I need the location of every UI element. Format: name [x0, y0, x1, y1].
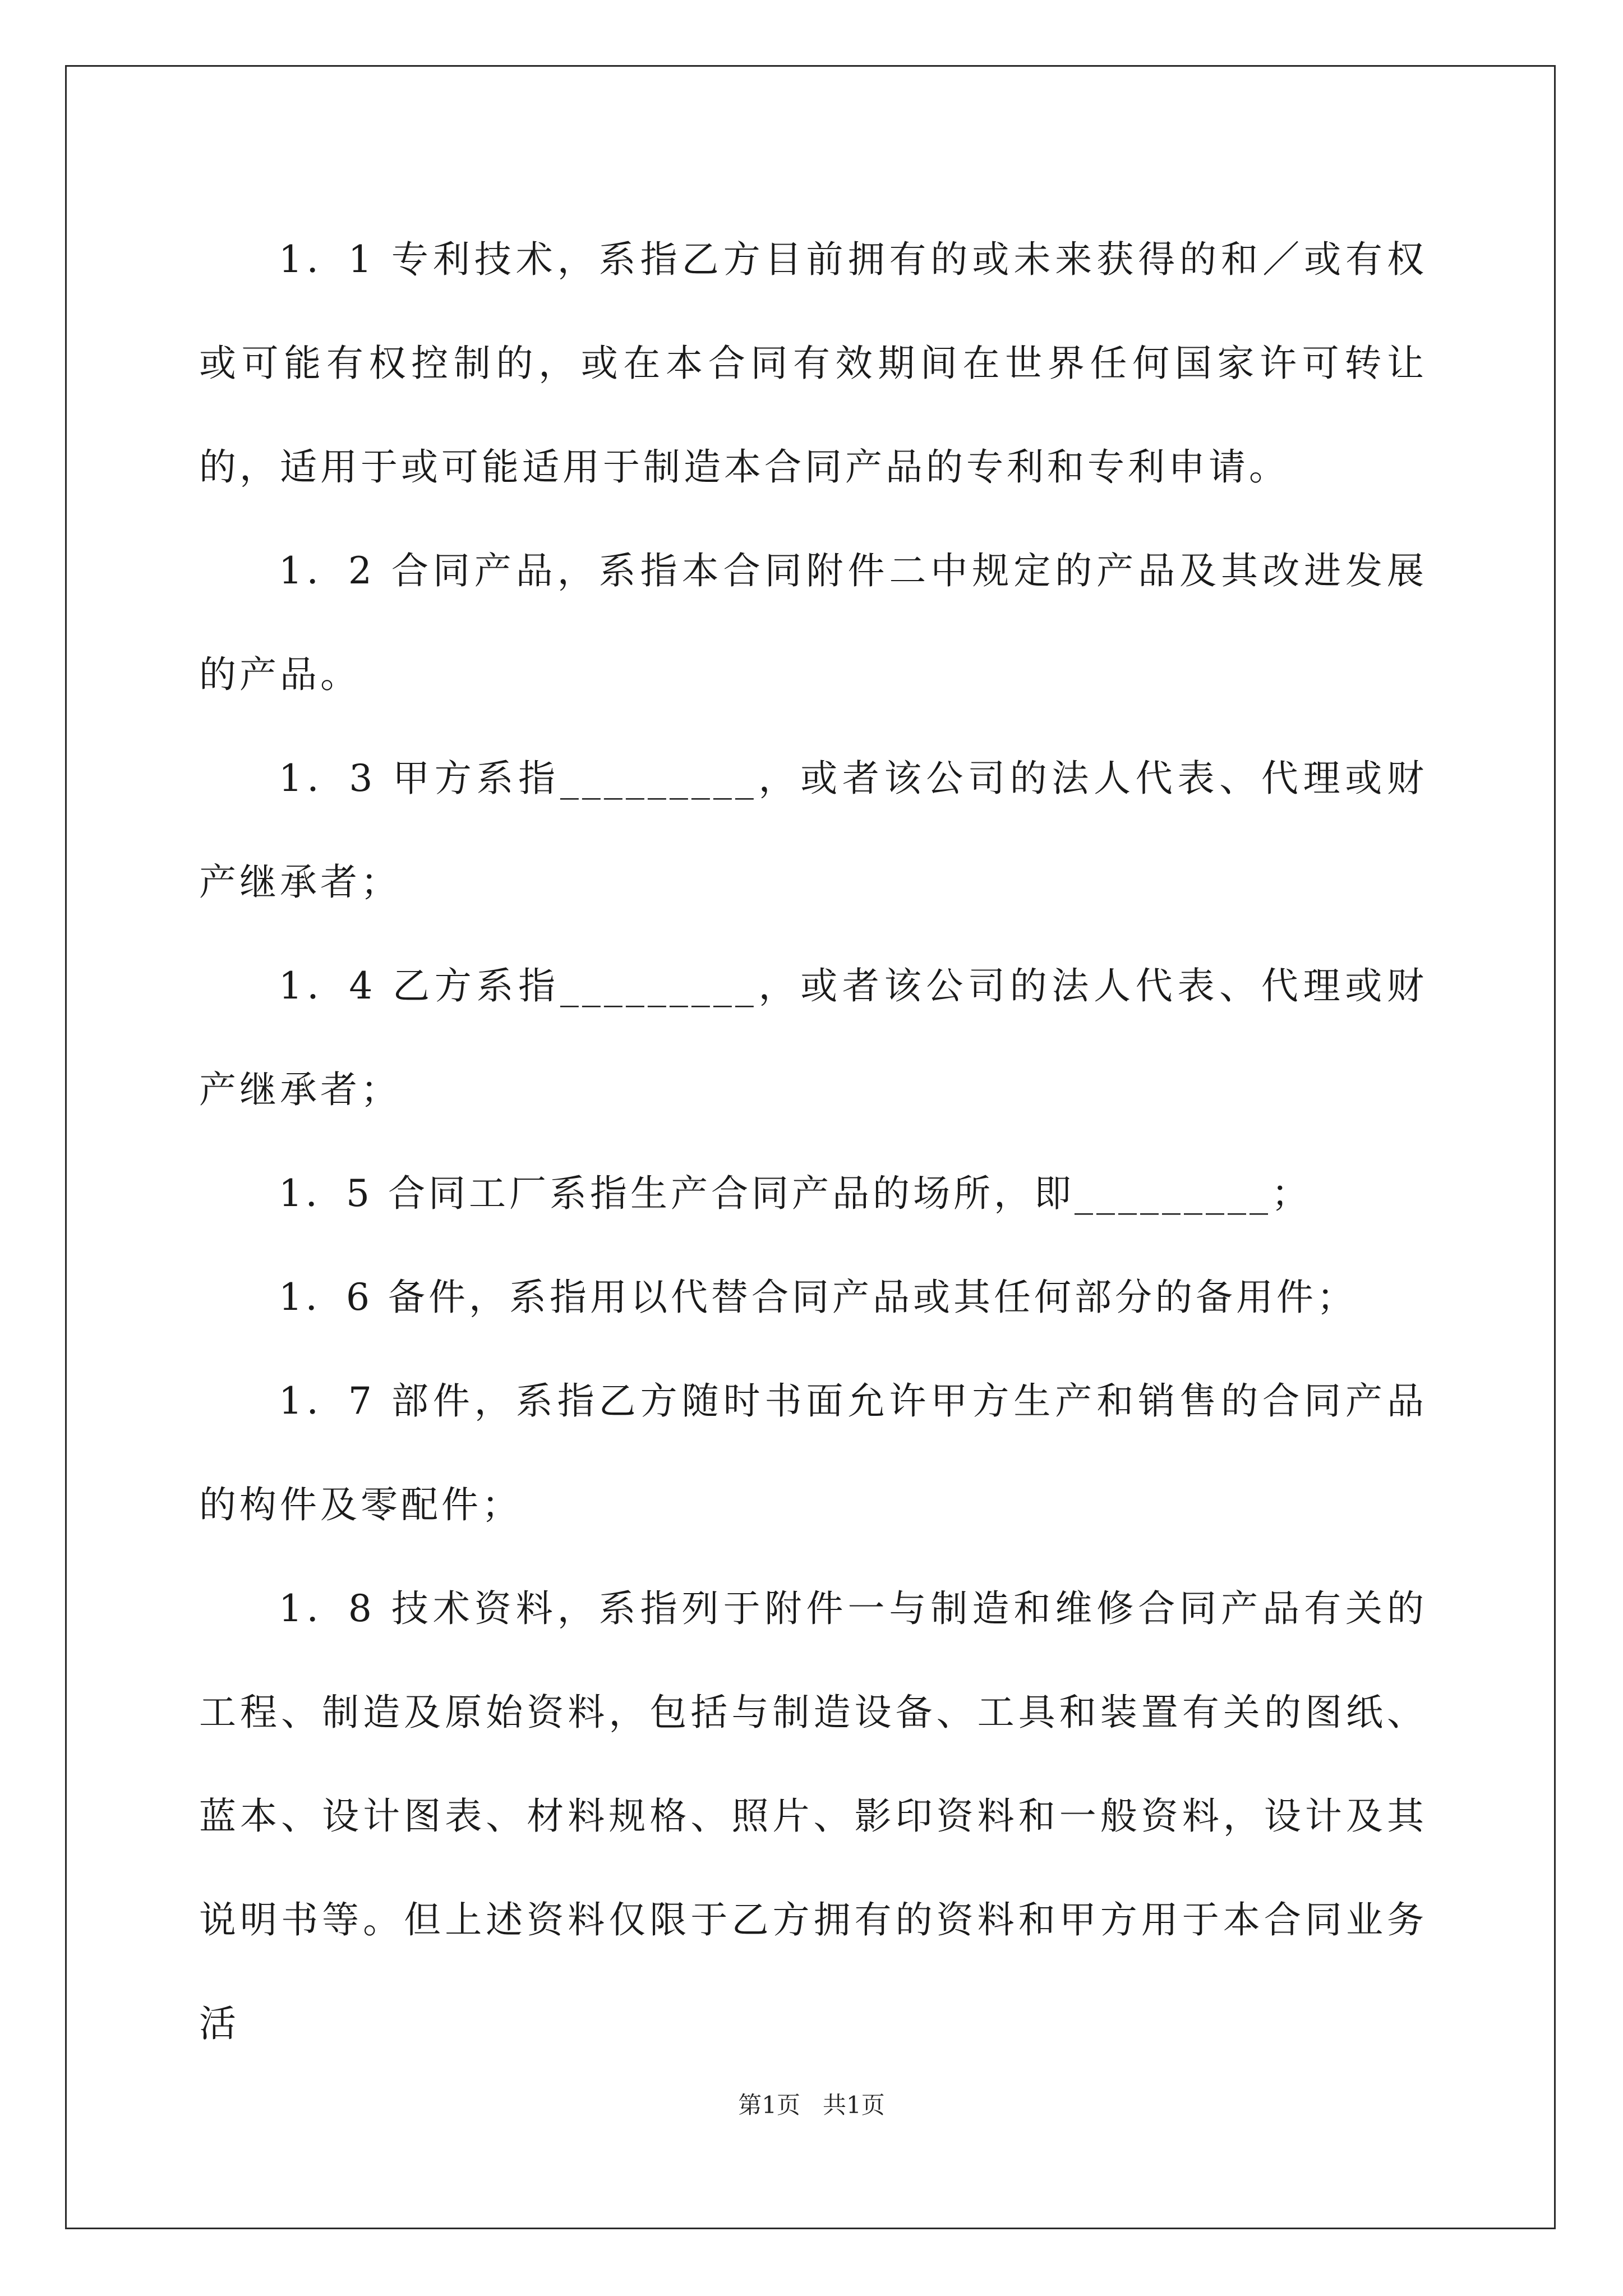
- page-count: 共1页: [823, 2091, 885, 2119]
- clause-1-1: 1．1 专利技术，系指乙方目前拥有的或未来获得的和／或有权或可能有权控制的，或在本合同有效期间在世界任何国家许可转让的，适用于或可能适用于制造本合同产品的专利和专利申请。: [199, 238, 1427, 489]
- document-body: [199, 208, 1427, 2076]
- clause-1-2: 1．2 合同产品，系指本合同附件二中规定的产品及其改进发展的产品。: [199, 549, 1427, 696]
- clause-1-7: 1．7 部件，系指乙方随时书面允许甲方生产和销售的合同产品的构件及零配件；: [199, 1379, 1427, 1526]
- clause-1-5: 1．5 合同工厂系指生产合同产品的场所，即_________；: [279, 1172, 1312, 1215]
- page-number: 第1页: [738, 2091, 800, 2119]
- clause-1-6: 1．6 备件，系指用以代替合同产品或其任何部分的备用件；: [279, 1276, 1357, 1319]
- clause-1-4: 1．4 乙方系指_________，或者该公司的法人代表、代理或财产继承者；: [199, 964, 1427, 1111]
- clause-1-3: 1．3 甲方系指_________，或者该公司的法人代表、代理或财产继承者；: [199, 757, 1427, 904]
- clause-1-8: 1．8 技术资料，系指列于附件一与制造和维修合同产品有关的工程、制造及原始资料，包括与制造设备、工具和装置有关的图纸、蓝本、设计图表、材料规格、照片、影印资料和一般资料，设计及其说明书等。但上述资料仅限于乙方拥有的资料和甲方用于本合同业务活: [199, 1587, 1427, 2045]
- page-footer: [0, 2087, 1623, 2120]
